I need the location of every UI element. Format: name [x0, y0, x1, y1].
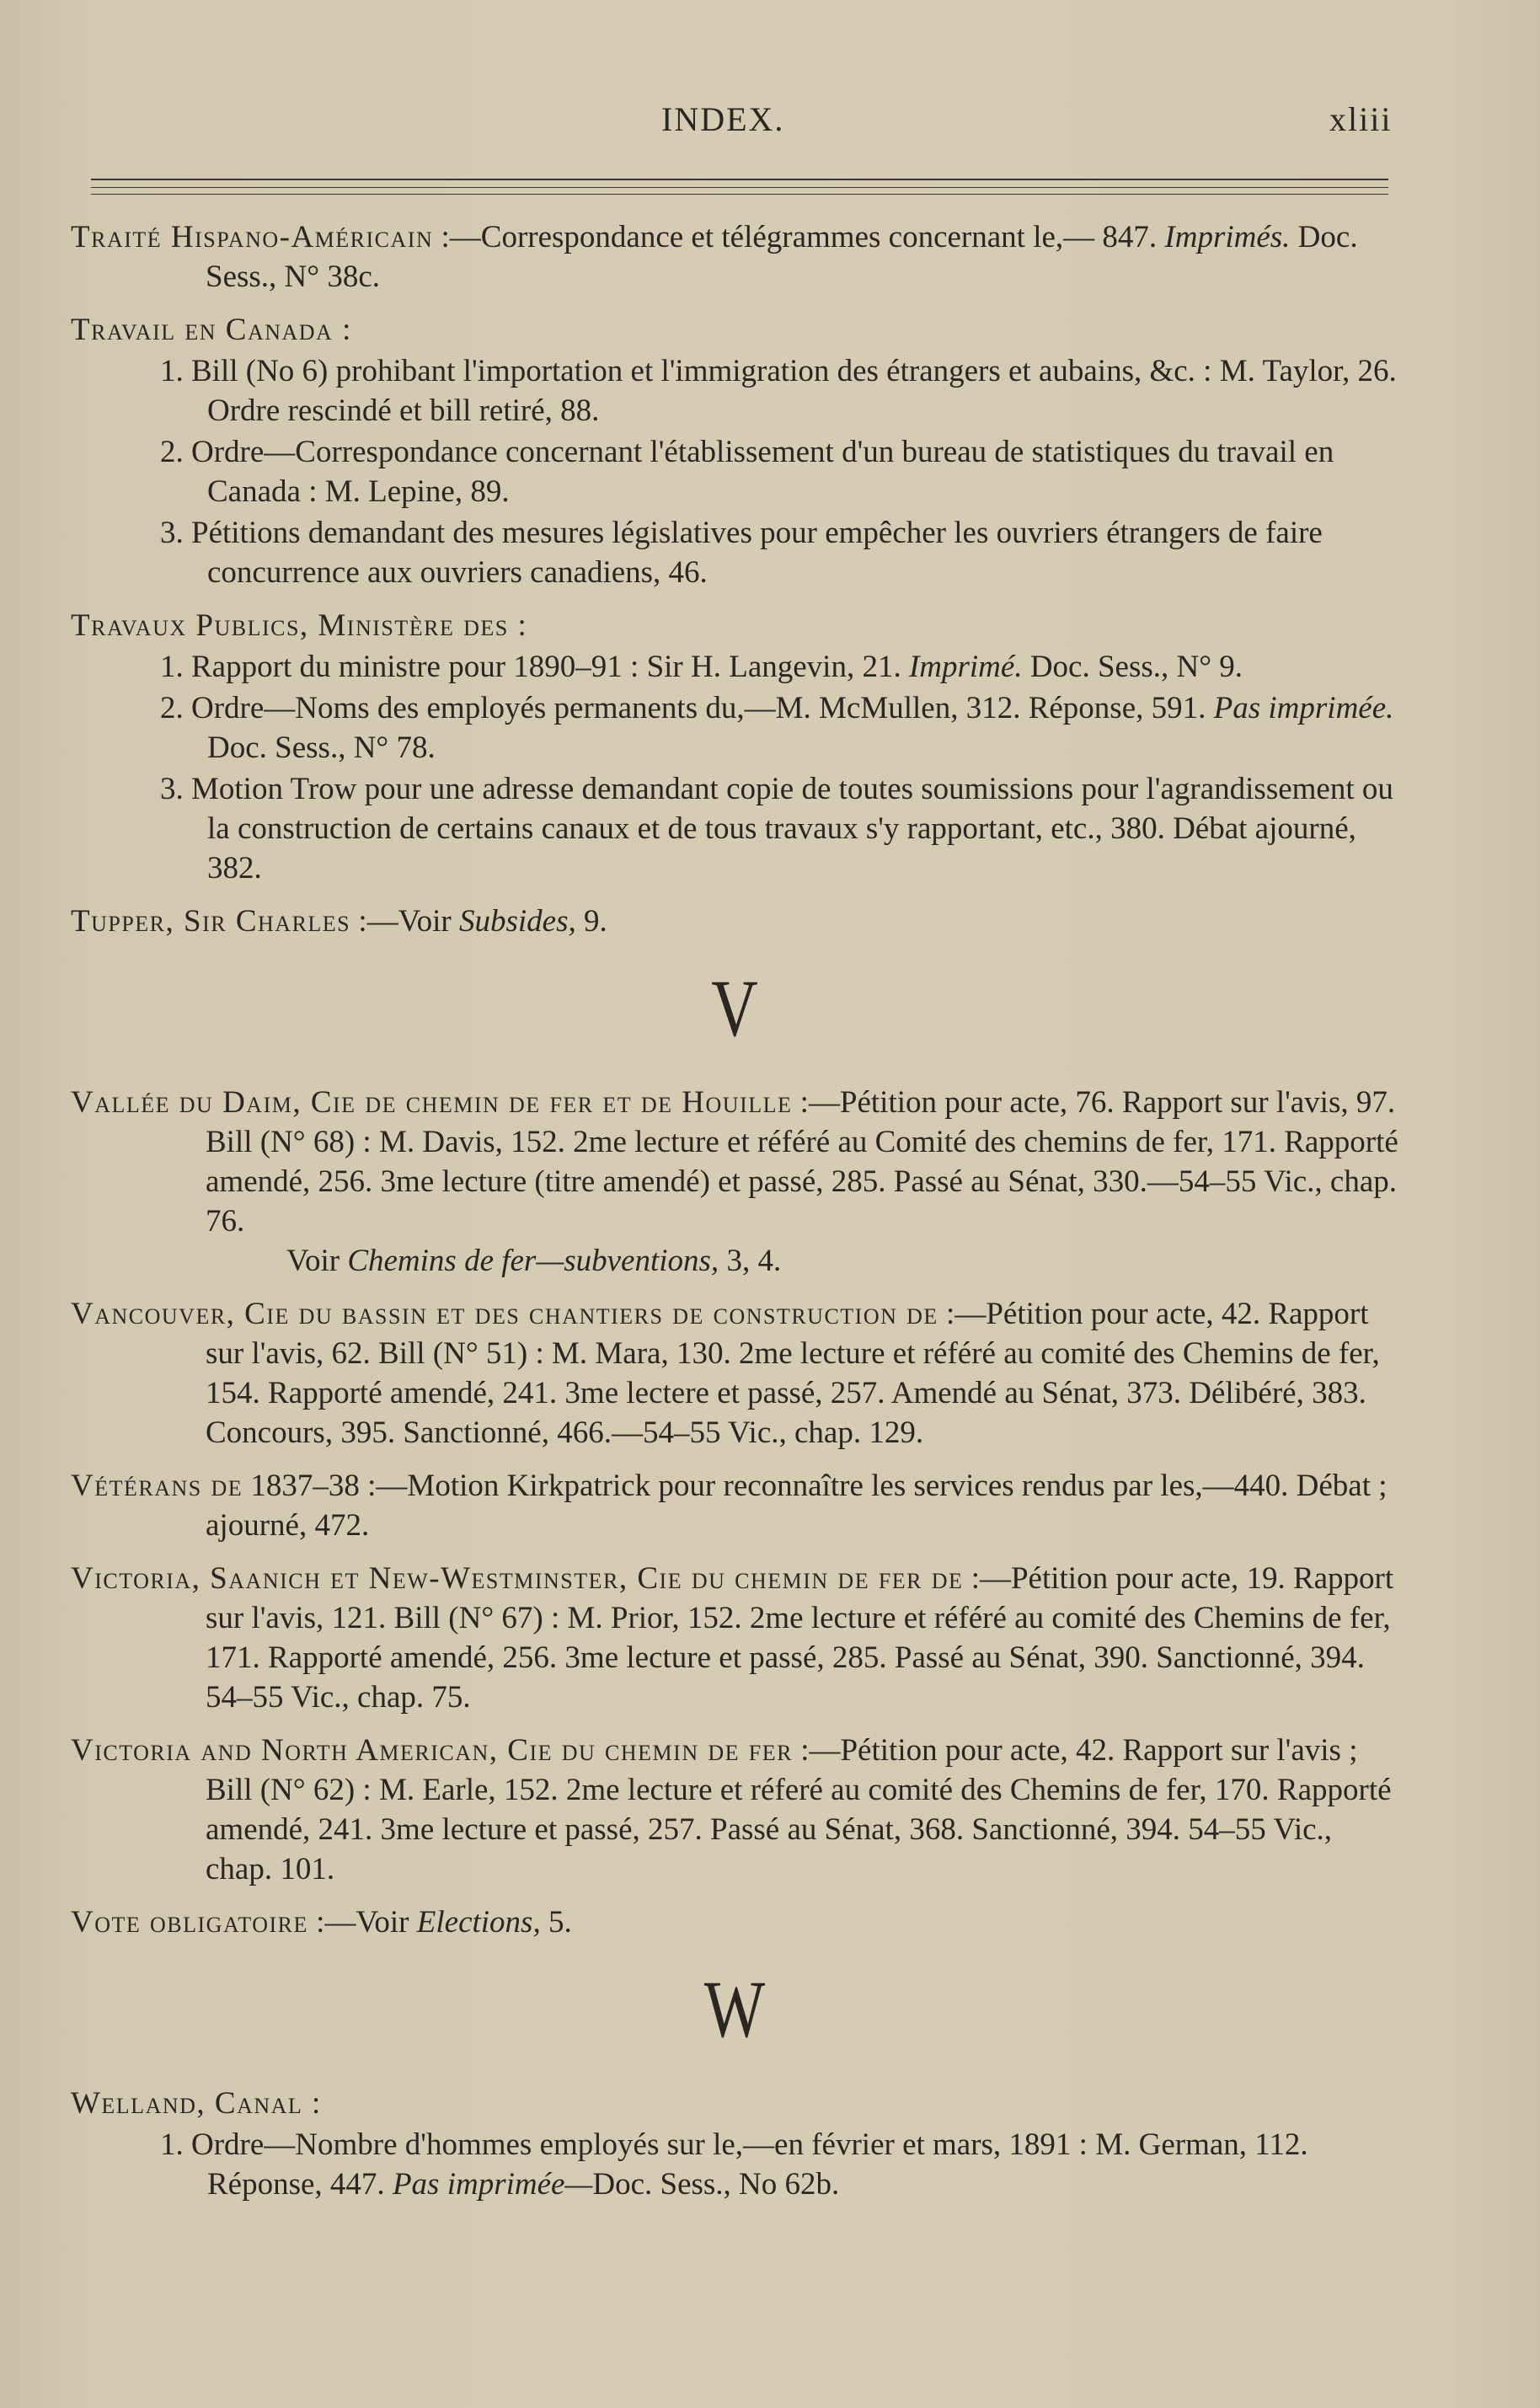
index-entry-victoria-na: Victoria and North American, Cie du chemin de fer :—Pétition pour acte, 42. Rapport sur l'avis ; Bill (N° 62) : M. Earle, 152. 2me lecture et réferé au comité des Chemins de fer, 170. Rapporté amendé, 241. 3me lecture et passé, 257. Passé au Sénat, 368. Sanctionné, 394. 54–55 Vic., chap. 101. [71, 1733, 1392, 1886]
index-entry-vallee: Vallée du Daim, Cie de chemin de fer et de Houille :—Pétition pour acte, 76. Rapport sur l'avis, 97. Bill (N° 68) : M. Davis, 152. 2me lecture et référé au Comité des chemins de fer, 171. Rapporté amendé, 256. 3me lecture (titre amendé) et passé, 285. Passé au Sénat, 330.—54–55 Vic., chap. 76. Voir Chemins de fer—subventions, 3, 4. [71, 1083, 1398, 1281]
entry-text: :—Correspondance et télégrammes concernant le,— 847. [433, 220, 1165, 254]
list-item: 1. Bill (No 6) prohibant l'importation et l'immigration des étrangers et aubains, &c. : M. Taylor, 26. Ordre rescindé et bill retiré, 88. [160, 354, 1397, 428]
index-content [71, 217, 1398, 2218]
entry-heading: Travaux Publics, Ministère des : [71, 608, 528, 643]
list-item: 3. Motion Trow pour une adresse demandant copie de toutes soumissions pour l'agrandissement ou la construction de certains canaux et de tous travaux s'y rapportant, etc., 380. Débat ajourné, 382. [160, 772, 1393, 886]
entry-text: Doc. Sess., N° 38c. [206, 220, 1358, 294]
entry-heading: Vétérans de [71, 1469, 243, 1503]
index-entry-welland [71, 2084, 1398, 2204]
entry-heading: Welland, Canal : [71, 2086, 322, 2121]
list-item: 1. Rapport du ministre pour 1890–91 : Sir H. Langevin, 21. Imprimé. Doc. Sess., N° 9. [160, 650, 1243, 684]
index-entry-travaux [71, 606, 1398, 888]
see-also: Voir Chemins de fer—subventions, 3, 4. [286, 1244, 782, 1278]
index-entry-traite [71, 217, 1398, 297]
index-entry-tupper: Tupper, Sir Charles :—Voir Subsides, 9. [71, 904, 607, 939]
header-rule [91, 179, 1388, 180]
index-entry-vote: Vote obligatoire :—Voir Elections, 5. [71, 1905, 572, 1940]
page-header [0, 93, 1540, 143]
entry-italic: Imprimés. [1164, 220, 1291, 254]
entry-heading: Vote obligatoire [71, 1905, 308, 1940]
entry-heading: Vallée du Daim, Cie de chemin de fer et de Houille [71, 1085, 793, 1120]
index-entry-victoria-saanich: Victoria, Saanich et New-Westminster, Cie du chemin de fer de :—Pétition pour acte, 19. Rapport sur l'avis, 121. Bill (N° 67) : M. Prior, 152. 2me lecture et référé au comité des Chemins de fer, 171. Rapporté amendé, 256. 3me lecture et passé, 285. Passé au Sénat, 390. Sanctionné, 394. 54–55 Vic., chap. 75. [71, 1561, 1394, 1715]
entry-heading: Victoria and North American, Cie du chemin de fer [71, 1733, 793, 1768]
page-title: INDEX. [661, 100, 785, 138]
entry-heading: Travail en Canada : [71, 313, 352, 347]
entry-heading: Victoria, Saanich et New-Westminster, Cie du chemin de fer de [71, 1561, 964, 1596]
index-entry-travail [71, 310, 1398, 592]
index-entry-vancouver: Vancouver, Cie du bassin et des chantiers de construction de :—Pétition pour acte, 42. Rapport sur l'avis, 62. Bill (N° 51) : M. Mara, 130. 2me lecture et référé au comité des Chemins de fer, 154. Rapporté amendé, 241. 3me lectere et passé, 257. Amendé au Sénat, 373. Délibéré, 383. Concours, 395. Sanctionné, 466.—54–55 Vic., chap. 129. [71, 1297, 1380, 1450]
header-rule [91, 187, 1388, 188]
section-letter-v: V [711, 963, 758, 1053]
list-item: 2. Ordre—Correspondance concernant l'établissement d'un bureau de statistiques du travail en Canada : M. Lepine, 89. [160, 435, 1334, 509]
section-letter-w: W [703, 1964, 766, 2054]
list-item: 1. Ordre—Nombre d'hommes employés sur le,—en février et mars, 1891 : M. German, 112. Réponse, 447. Pas imprimée—Doc. Sess., No 62b. [160, 2127, 1308, 2202]
entry-heading: Traité Hispano-Américain [71, 220, 434, 254]
entry-heading: Vancouver, Cie du bassin et des chantiers de construction de [71, 1297, 938, 1331]
index-entry-veterans: Vétérans de 1837–38 :—Motion Kirkpatrick pour reconnaître les services rendus par les,—440. Débat ; ajourné, 472. [71, 1469, 1388, 1543]
page-number: xliii [1329, 100, 1393, 138]
list-item: 3. Pétitions demandant des mesures législatives pour empêcher les ouvriers étrangers de faire concurrence aux ouvriers canadiens, 46. [160, 516, 1323, 590]
list-item: 2. Ordre—Noms des employés permanents du,—M. McMullen, 312. Réponse, 591. Pas imprimée. Doc. Sess., N° 78. [160, 691, 1394, 765]
header-rule [91, 194, 1388, 195]
entry-heading: Tupper, Sir Charles [71, 904, 351, 939]
